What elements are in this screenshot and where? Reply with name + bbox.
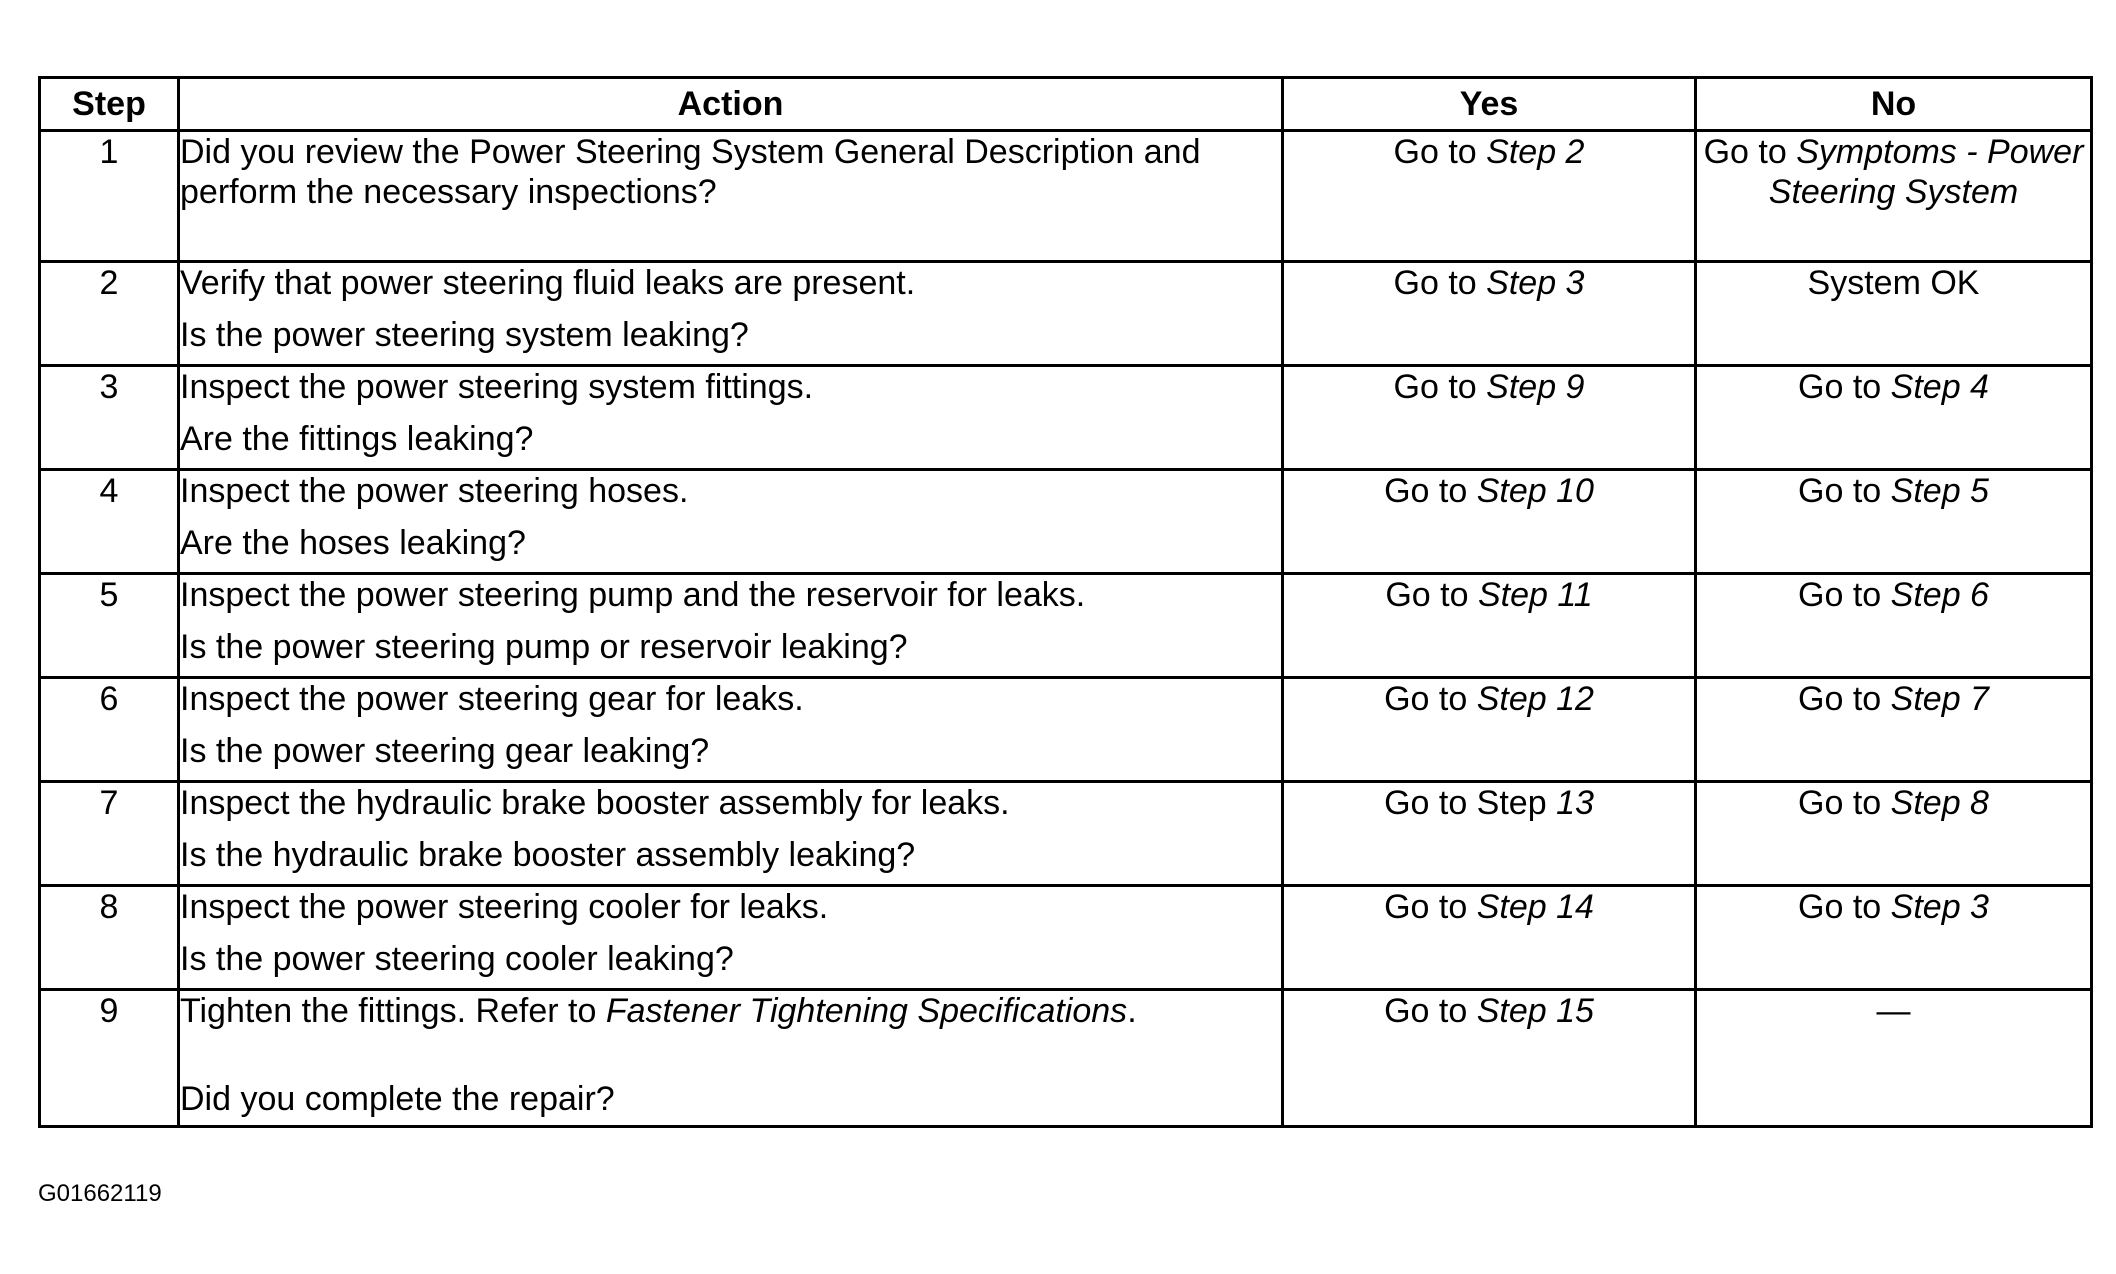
yes-cell: [1283, 574, 1696, 678]
step-number: 2: [40, 262, 179, 366]
table-header-row: [40, 78, 2092, 131]
action-question: Is the hydraulic brake booster assembly leaking?: [180, 836, 916, 874]
yes-cell: [1283, 990, 1696, 1127]
action-cell: [179, 886, 1283, 990]
figure-id: G01662119: [38, 1180, 162, 1207]
no-step-ref: Step 6: [1890, 576, 1989, 614]
no-cell: [1696, 782, 2092, 886]
no-prefix: Go to: [1798, 576, 1882, 614]
header-yes: Yes: [1283, 78, 1696, 131]
no-cell: [1696, 131, 2092, 262]
action-question: Did you complete the repair?: [180, 1080, 615, 1118]
table-row: [40, 678, 2092, 782]
yes-prefix: Go to: [1384, 992, 1468, 1030]
yes-prefix: Go to: [1385, 576, 1469, 614]
no-text: System OK: [1807, 264, 1980, 302]
table-row: [40, 131, 2092, 262]
no-cell: [1696, 470, 2092, 574]
no-cell: [1696, 990, 2092, 1127]
specification-reference: Fastener Tightening Specifications: [605, 992, 1128, 1030]
yes-prefix: Go to: [1384, 472, 1468, 510]
yes-prefix: Go to: [1384, 888, 1468, 926]
yes-step-ref: Step 2: [1486, 133, 1585, 171]
action-instruction: [180, 991, 1281, 1031]
no-ref: Symptoms - Power Steering System: [1768, 133, 2084, 211]
table-row: [40, 782, 2092, 886]
action-instruction: Inspect the power steering system fittings.: [180, 368, 814, 406]
table-row: [40, 574, 2092, 678]
step-number: 8: [40, 886, 179, 990]
header-step: Step: [40, 78, 179, 131]
yes-step-ref: Step 15: [1476, 992, 1594, 1030]
action-cell: [179, 131, 1283, 262]
action-instruction: Inspect the power steering hoses.: [180, 472, 689, 510]
step-number: 7: [40, 782, 179, 886]
yes-step-ref: Step 11: [1477, 576, 1593, 614]
action-question: Is the power steering system leaking?: [180, 316, 749, 354]
yes-prefix: Go to Step: [1384, 784, 1547, 822]
action-instruction-prefix: Tighten the fittings. Refer to: [180, 992, 597, 1030]
yes-cell: [1283, 886, 1696, 990]
action-cell: [179, 366, 1283, 470]
action-question: Is the power steering pump or reservoir leaking?: [180, 628, 908, 666]
table-row: [40, 470, 2092, 574]
no-step-ref: Step 8: [1890, 784, 1989, 822]
action-cell: [179, 678, 1283, 782]
no-prefix: Go to: [1798, 472, 1882, 510]
action-instruction-suffix: .: [1127, 992, 1137, 1030]
no-prefix: Go to: [1703, 133, 1787, 171]
no-step-ref: Step 7: [1890, 680, 1989, 718]
yes-step-ref: Step 10: [1476, 472, 1594, 510]
no-step-ref: Step 3: [1890, 888, 1989, 926]
action-cell: [179, 262, 1283, 366]
yes-step-ref: 13: [1556, 784, 1594, 822]
action-instruction: Verify that power steering fluid leaks are present.: [180, 264, 916, 302]
action-instruction: Inspect the hydraulic brake booster assembly for leaks.: [180, 784, 1010, 822]
action-instruction: Inspect the power steering pump and the reservoir for leaks.: [180, 576, 1086, 614]
no-prefix: Go to: [1798, 888, 1882, 926]
yes-cell: [1283, 678, 1696, 782]
step-number: 1: [40, 131, 179, 262]
no-cell: [1696, 886, 2092, 990]
yes-step-ref: Step 3: [1486, 264, 1585, 302]
diagnostic-table: [38, 76, 2093, 1128]
action-question: Are the hoses leaking?: [180, 524, 526, 562]
no-text: —: [1876, 992, 1911, 1030]
yes-prefix: Go to: [1384, 680, 1468, 718]
no-cell: [1696, 574, 2092, 678]
step-number: 6: [40, 678, 179, 782]
yes-prefix: Go to: [1393, 368, 1477, 406]
action-cell: [179, 782, 1283, 886]
yes-cell: [1283, 262, 1696, 366]
action-cell: [179, 990, 1283, 1127]
yes-cell: [1283, 131, 1696, 262]
no-step-ref: Step 4: [1890, 368, 1989, 406]
action-question: Is the power steering gear leaking?: [180, 732, 710, 770]
yes-cell: [1283, 366, 1696, 470]
action-question: Are the fittings leaking?: [180, 420, 534, 458]
no-cell: [1696, 678, 2092, 782]
no-prefix: Go to: [1798, 680, 1882, 718]
action-question: Is the power steering cooler leaking?: [180, 940, 734, 978]
step-number: 9: [40, 990, 179, 1127]
step-number: 4: [40, 470, 179, 574]
yes-prefix: Go to: [1393, 133, 1477, 171]
yes-prefix: Go to: [1393, 264, 1477, 302]
action-cell: [179, 574, 1283, 678]
action-instruction: Inspect the power steering gear for leaks.: [180, 680, 804, 718]
yes-cell: [1283, 782, 1696, 886]
step-number: 3: [40, 366, 179, 470]
no-step-ref: Step 5: [1890, 472, 1989, 510]
yes-step-ref: Step 12: [1476, 680, 1594, 718]
table-row: [40, 366, 2092, 470]
header-action: Action: [179, 78, 1283, 131]
yes-step-ref: Step 9: [1486, 368, 1585, 406]
table-row: [40, 886, 2092, 990]
no-cell: [1696, 262, 2092, 366]
yes-cell: [1283, 470, 1696, 574]
header-no: No: [1696, 78, 2092, 131]
table-row: [40, 990, 2092, 1127]
action-text: Did you review the Power Steering System General Description and perform the necessary inspections?: [180, 133, 1201, 211]
action-instruction: Inspect the power steering cooler for leaks.: [180, 888, 829, 926]
no-prefix: Go to: [1798, 784, 1882, 822]
step-number: 5: [40, 574, 179, 678]
table-row: [40, 262, 2092, 366]
no-prefix: Go to: [1798, 368, 1882, 406]
no-cell: [1696, 366, 2092, 470]
action-cell: [179, 470, 1283, 574]
yes-step-ref: Step 14: [1476, 888, 1594, 926]
